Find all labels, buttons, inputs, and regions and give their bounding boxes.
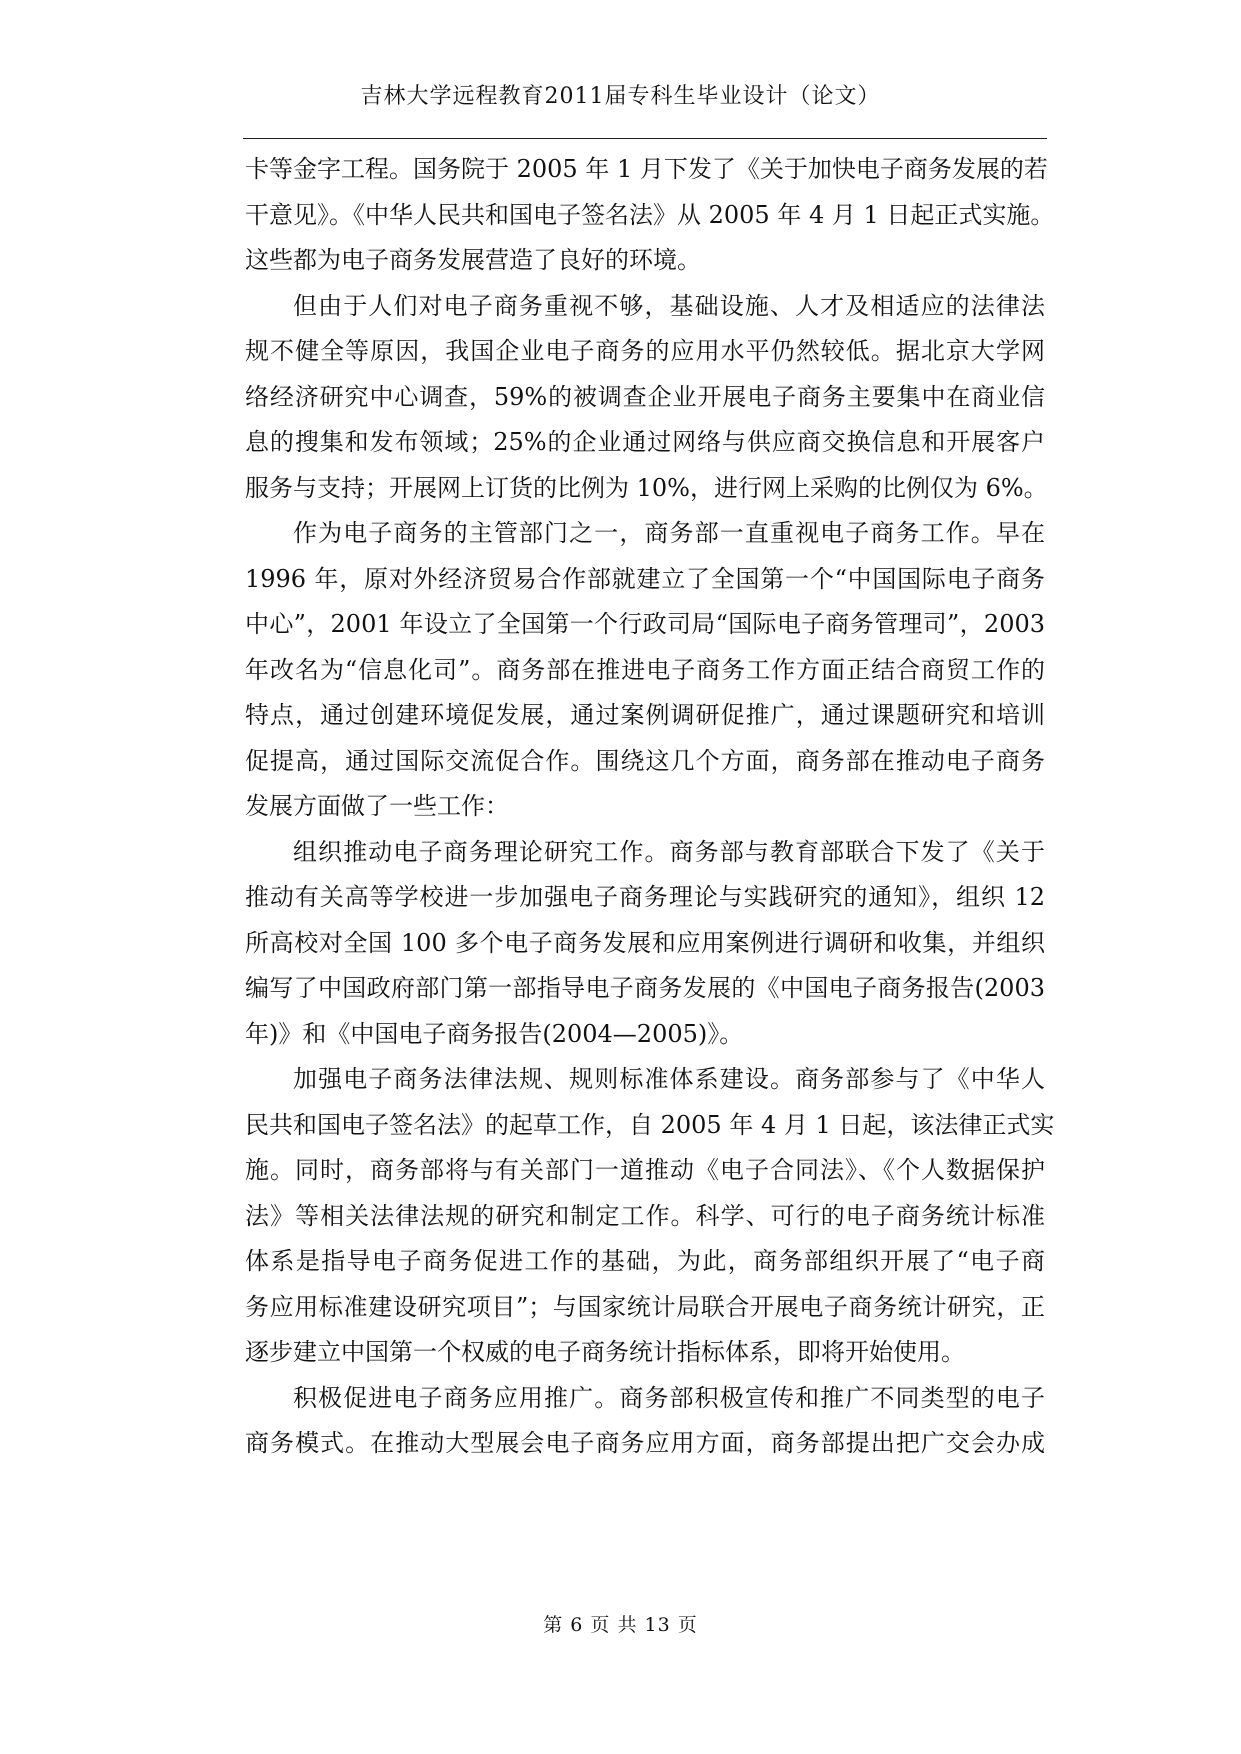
- header-divider: [243, 138, 1047, 139]
- paragraph: [245, 1376, 1045, 1467]
- text-line: 逐步建立中国第一个权威的电子商务统计指标体系，即将开始使用。: [245, 1338, 965, 1366]
- text-line: 卡等金字工程。国务院于 2005 年 1 月下发了《关于加快电子商务发展的若: [245, 155, 1048, 183]
- text-line: 规不健全等原因，我国企业电子商务的应用水平仍然较低。据北京大学网: [245, 337, 1045, 365]
- text-line: 络经济研究中心调查，59%的被调查企业开展电子商务主要集中在商业信: [245, 382, 1045, 411]
- page-number: 第 6 页 共 13 页: [543, 1614, 698, 1636]
- document-body: [245, 147, 1055, 1467]
- text-line: 务应用标准建设研究项目”；与国家统计局联合开展电子商务统计研究，正: [245, 1292, 1045, 1321]
- text-line: 体系是指导电子商务促进工作的基础，为此，商务部组织开展了“电子商: [245, 1247, 1045, 1275]
- text-line: 但由于人们对电子商务重视不够，基础设施、人才及相适应的法律法: [293, 291, 1045, 320]
- text-line: 息的搜集和发布领域；25%的企业通过网络与供应商交换信息和开展客户: [245, 428, 1045, 456]
- paragraph: [245, 830, 1045, 1058]
- text-line: 这些都为电子商务发展营造了良好的环境。: [245, 246, 701, 274]
- text-line: 加强电子商务法律法规、规则标准体系建设。商务部参与了《中华人: [293, 1065, 1045, 1093]
- text-line: 服务与支持；开展网上订货的比例为 10%，进行网上采购的比例仅为 6%。: [245, 473, 1048, 502]
- paragraph: [245, 284, 1048, 512]
- text-line: 编写了中国政府部门第一部指导电子商务发展的《中国电子商务报告(2003: [245, 974, 1045, 1002]
- text-line: 作为电子商务的主管部门之一，商务部一直重视电子商务工作。早在: [293, 519, 1045, 547]
- text-line: 促提高，通过国际交流促合作。围绕这几个方面，商务部在推动电子商务: [245, 746, 1045, 775]
- text-line: 积极促进电子商务应用推广。商务部积极宣传和推广不同类型的电子: [293, 1383, 1045, 1412]
- text-line: 干意见》。《中华人民共和国电子签名法》从 2005 年 4 月 1 日起正式实施。: [245, 200, 1055, 229]
- text-line: 发展方面做了一些工作：: [245, 792, 509, 820]
- page-header: 吉林大学远程教育2011届专科生毕业设计（论文）: [360, 84, 881, 109]
- text-line: 商务模式。在推动大型展会电子商务应用方面，商务部提出把广交会办成: [245, 1429, 1045, 1457]
- text-line: 年改名为“信息化司”。商务部在推进电子商务工作方面正结合商贸工作的: [245, 655, 1045, 684]
- text-line: 施。同时，商务部将与有关部门一道推动《电子合同法》、《个人数据保护: [245, 1156, 1045, 1184]
- text-line: 特点，通过创建环境促发展，通过案例调研促推广，通过课题研究和培训: [245, 701, 1045, 729]
- text-line: 年)》和《中国电子商务报告(2004—2005)》。: [245, 1019, 744, 1048]
- text-line: 中心”，2001 年设立了全国第一个行政司局“国际电子商务管理司”，2003: [245, 610, 1045, 638]
- text-line: 1996 年，原对外经济贸易合作部就建立了全国第一个“中国国际电子商务: [245, 564, 1045, 593]
- text-line: 所高校对全国 100 多个电子商务发展和应用案例进行调研和收集，并组织: [245, 928, 1045, 957]
- text-line: 法》等相关法律法规的研究和制定工作。科学、可行的电子商务统计标准: [245, 1201, 1045, 1230]
- text-line: 民共和国电子签名法》的起草工作，自 2005 年 4 月 1 日起，该法律正式实: [245, 1110, 1055, 1139]
- paragraph: [245, 511, 1045, 830]
- paragraph: [245, 147, 1055, 284]
- paragraph: [245, 1057, 1055, 1376]
- text-line: 组织推动电子商务理论研究工作。商务部与教育部联合下发了《关于: [293, 837, 1045, 866]
- text-line: 推动有关高等学校进一步加强电子商务理论与实践研究的通知》，组织 12: [245, 883, 1045, 911]
